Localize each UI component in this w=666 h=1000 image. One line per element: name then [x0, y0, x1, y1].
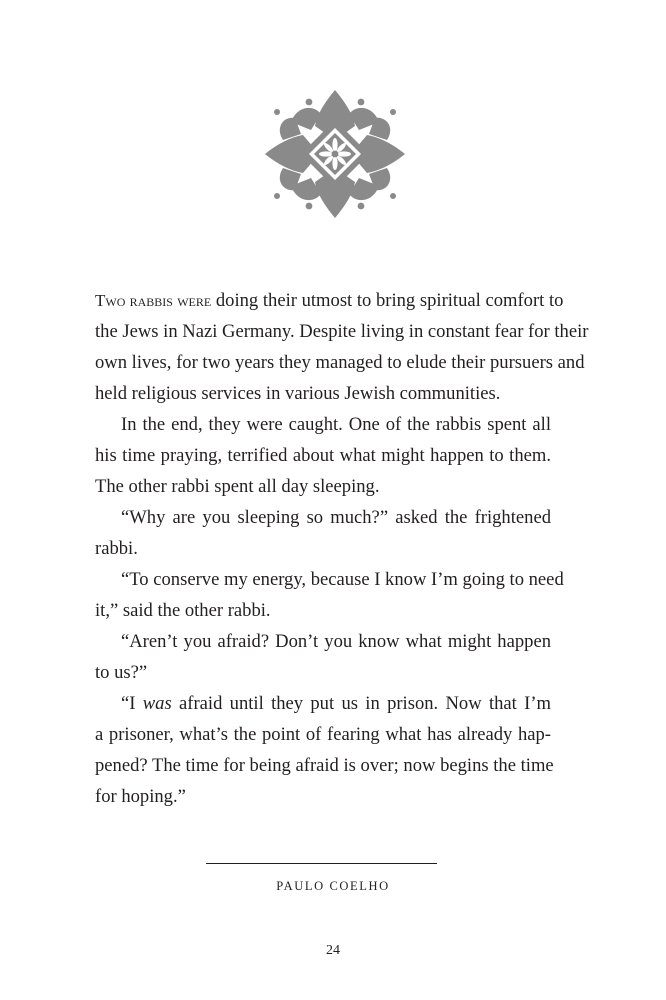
text-line: The other rabbi spent all day sleeping.: [95, 476, 380, 497]
floral-ornament-icon: [262, 88, 408, 220]
footer-divider: [206, 863, 437, 864]
page-number: 24: [326, 943, 340, 958]
text-line: own lives, for two years they managed to elude their pursuers and: [95, 352, 585, 373]
text-line: a prisoner, what’s the point of fearing what has already hap-: [95, 724, 551, 745]
text-line: In the end, they were caught. One of the rabbis spent all: [121, 414, 551, 435]
author-name: PAULO COELHO: [276, 879, 390, 893]
text-line: to us?”: [95, 662, 148, 683]
text-line: “Why are you sleeping so much?” asked the frightened: [121, 507, 551, 528]
lead-in-smallcaps: Two rabbis were: [95, 291, 212, 310]
text-line: held religious services in various Jewish communities.: [95, 383, 501, 404]
text-line: the Jews in Nazi Germany. Despite living in constant fear for their: [95, 321, 589, 342]
text-line: rabbi.: [95, 538, 138, 559]
text-line: his time praying, terrified about what might happen to them.: [95, 445, 551, 466]
text-line: for hoping.”: [95, 786, 186, 807]
text-line: “Aren’t you afraid? Don’t you know what might happen: [121, 631, 551, 652]
story-text: [95, 285, 589, 812]
text-line: Two rabbis were doing their utmost to bring spiritual comfort to: [95, 290, 564, 311]
text-line: pened? The time for being afraid is over; now begins the time: [95, 755, 554, 776]
text-line: it,” said the other rabbi.: [95, 600, 271, 621]
text-line: “To conserve my energy, because I know I’m going to need: [121, 569, 564, 590]
emphasis-was: was: [142, 693, 172, 714]
text-line: “I was afraid until they put us in prison. Now that I’m: [121, 693, 552, 714]
